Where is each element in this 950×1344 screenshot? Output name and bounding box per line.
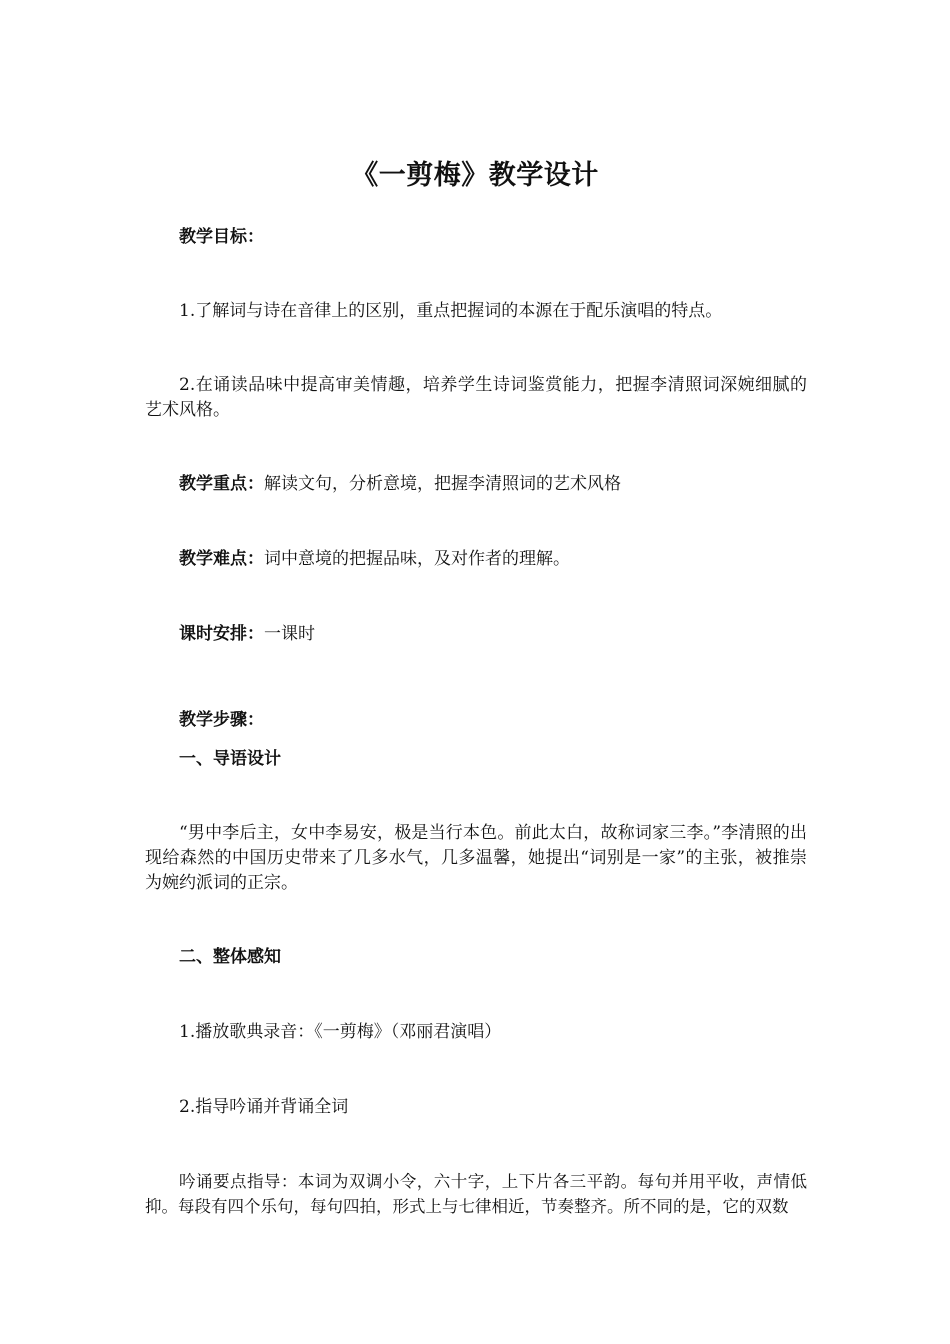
key-point-label: 教学重点： <box>179 474 264 494</box>
section-1-heading: 一、导语设计 <box>179 749 281 769</box>
section-2-guidance: 吟诵要点指导：本词为双调小令，六十字，上下片各三平韵。每句并用平收，声情低抑。每段有四个乐句，每句四拍，形式上与七律相近，节奏整齐。所不同的是，它的双数 <box>145 1172 807 1216</box>
key-point <box>145 472 807 497</box>
section-2-item-1: 1.播放歌典录音：《一剪梅》（邓丽君演唱） <box>179 1022 502 1042</box>
difficulty <box>145 547 807 572</box>
section-1-paragraph: “男中李后主，女中李易安，极是当行本色。前此太白，故称词家三李。”李清照的出现给森然的中国历史带来了几多水气，几多温馨，她提出“词别是一家”的主张，被推崇为婉约派词的正宗。 <box>145 823 807 893</box>
difficulty-label: 教学难点： <box>179 549 264 569</box>
difficulty-text: 词中意境的把握品味，及对作者的理解。 <box>264 549 570 569</box>
key-point-text: 解读文句，分析意境，把握李清照词的艺术风格 <box>264 474 621 494</box>
schedule-label: 课时安排： <box>179 624 264 644</box>
document-title: 《一剪梅》教学设计 <box>351 160 599 191</box>
schedule-text: 一课时 <box>264 624 315 644</box>
section-2-item-2: 2.指导吟诵并背诵全词 <box>179 1097 349 1117</box>
section-2-heading: 二、整体感知 <box>179 947 281 967</box>
objective-2: 2.在诵读品味中提高审美情趣，培养学生诗词鉴赏能力，把握李清照词深婉细腻的艺术风格。 <box>145 375 807 420</box>
objectives-heading: 教学目标： <box>179 227 264 247</box>
objective-1: 1.了解词与诗在音律上的区别，重点把握词的本源在于配乐演唱的特点。 <box>179 301 723 321</box>
steps-heading: 教学步骤： <box>179 710 264 730</box>
schedule <box>145 622 807 647</box>
